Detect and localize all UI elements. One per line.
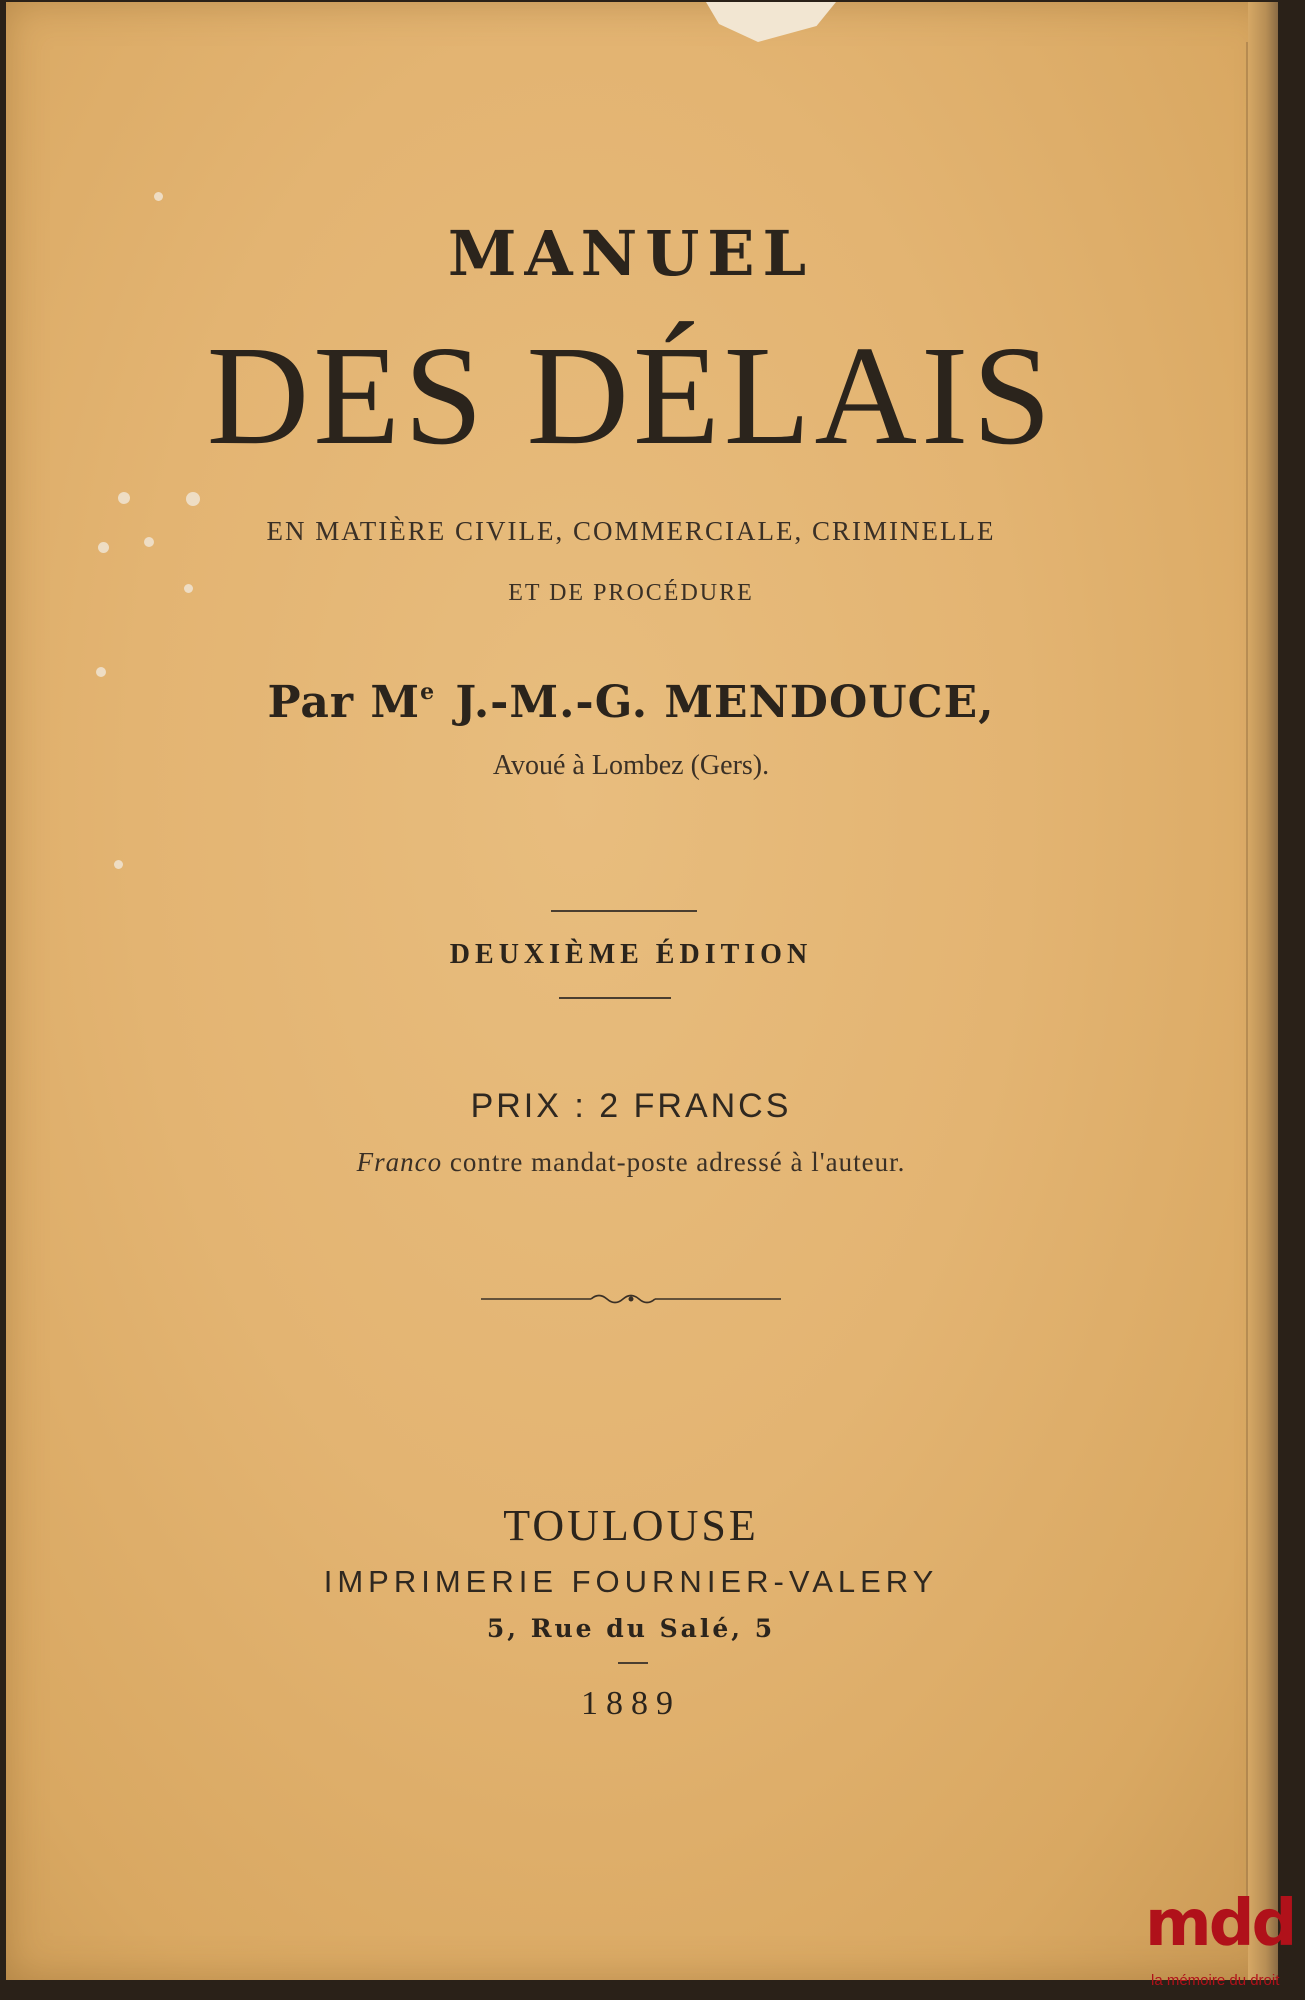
printer: IMPRIMERIE FOURNIER-VALERY bbox=[323, 1564, 939, 1599]
ornament-divider bbox=[481, 1289, 781, 1309]
publication-year: 1889 bbox=[581, 1685, 681, 1722]
logo-letters: mdd bbox=[1145, 1887, 1295, 1961]
price-note-franco: Franco bbox=[356, 1147, 443, 1177]
paper-spot bbox=[118, 492, 130, 504]
paper-spot bbox=[154, 192, 163, 201]
printer-address: 5, Rue du Salé, 5 bbox=[486, 1614, 776, 1643]
book-cover bbox=[6, 2, 1278, 1980]
paper-spot bbox=[96, 667, 106, 677]
spine-edge bbox=[1248, 2, 1278, 1980]
author-role: Avoué à Lombez (Gers). bbox=[492, 750, 770, 781]
subtitle-line-2: ET DE PROCÉDURE bbox=[508, 580, 754, 606]
title-manuel: MANUEL bbox=[447, 217, 815, 290]
price-label: PRIX : 2 FRANCS bbox=[470, 1087, 792, 1125]
price-note-text: contre mandat-poste adressé à l'auteur. bbox=[442, 1147, 906, 1177]
author-prefix: Par M bbox=[267, 677, 421, 728]
rule-above-year bbox=[618, 1662, 648, 1664]
paper-spot bbox=[186, 492, 200, 506]
subtitle-line-1: EN MATIÈRE CIVILE, COMMERCIALE, CRIMINELLE bbox=[266, 516, 996, 546]
mdd-watermark-logo bbox=[1145, 1887, 1305, 2000]
author-superscript: e bbox=[420, 679, 436, 705]
title-des-delais: DES DÉLAIS bbox=[206, 316, 1056, 474]
city: TOULOUSE bbox=[503, 1501, 759, 1550]
rule-above-edition bbox=[551, 910, 697, 912]
price-note bbox=[6, 1147, 1256, 1178]
author-line bbox=[6, 677, 1256, 728]
rule-below-edition bbox=[559, 997, 671, 999]
torn-paper-patch bbox=[706, 2, 836, 42]
author-name: J.-M.-G. MENDOUCE, bbox=[455, 677, 995, 728]
edition-label: DEUXIÈME ÉDITION bbox=[449, 939, 813, 970]
paper-spot bbox=[114, 860, 123, 869]
logo-tagline: la mémoire du droit bbox=[1151, 1972, 1280, 1989]
